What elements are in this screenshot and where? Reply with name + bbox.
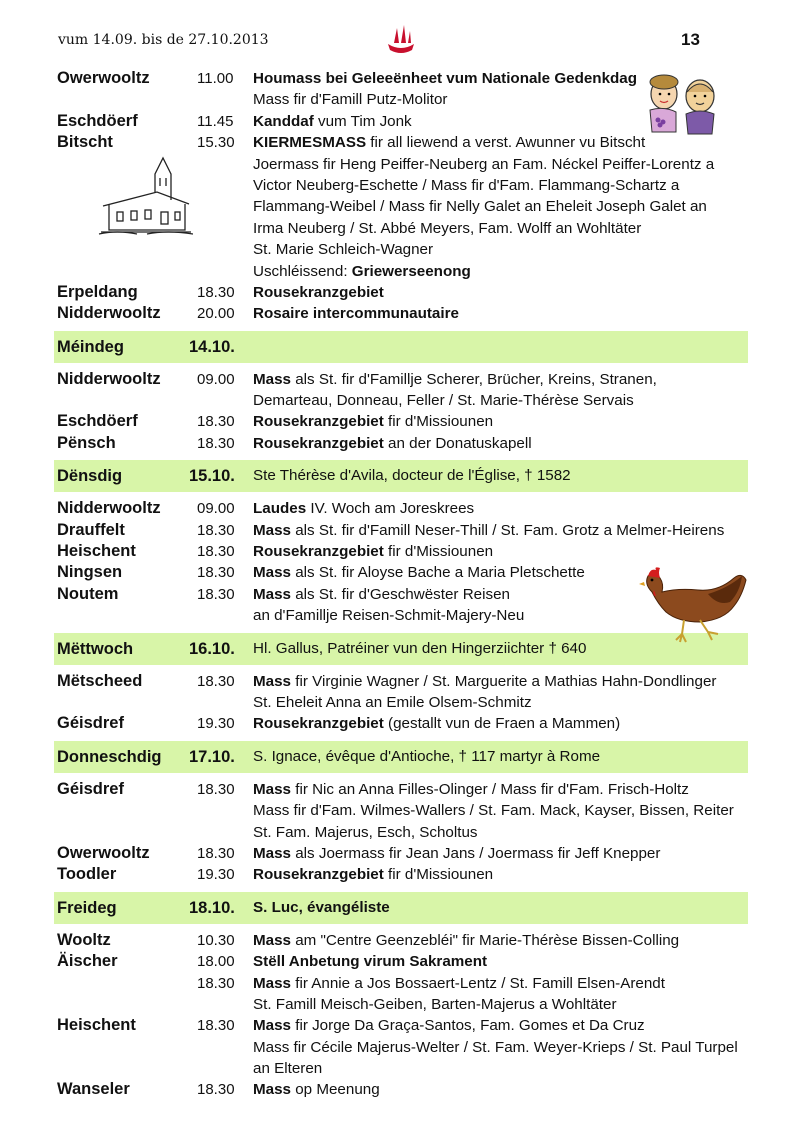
- schedule-row: [54, 1058, 748, 1079]
- service-type: Stëll Anbetung virum Sakrament: [253, 953, 488, 971]
- place-name: Bitscht: [57, 133, 113, 152]
- service-details: als St. fir d'Geschwëster Reisen: [291, 585, 510, 603]
- service-details: Mass fir d'Fam. Wilmes-Wallers / St. Fam. Mack, Kayser, Bissen, Reiter: [253, 802, 734, 820]
- service-type: Mass: [253, 585, 291, 603]
- schedule-row: [54, 498, 748, 519]
- day-header: [54, 331, 748, 363]
- schedule-row: [54, 843, 748, 864]
- service-details: Joermass fir Heng Peiffer-Neuberg an Fam. Néckel Peiffer-Lorentz a: [253, 155, 715, 173]
- service-text: [253, 973, 665, 994]
- schedule-row: [54, 433, 748, 454]
- day-name: Mëttwoch: [57, 639, 134, 658]
- service-details: St. Eheleit Anna an Emile Olsem-Schmitz: [253, 693, 532, 711]
- place-name: Eschdöerf: [57, 412, 138, 431]
- service-time: 18.30: [197, 283, 235, 301]
- service-type: Laudes: [253, 500, 307, 518]
- day-name: Dënsdig: [57, 467, 123, 486]
- schedule-row: [54, 520, 748, 541]
- place-name: Nidderwooltz: [57, 304, 161, 323]
- service-details: fir d'Missiounen: [383, 543, 494, 561]
- service-time: 18.30: [197, 780, 235, 798]
- feast-text: Hl. Gallus, Patréiner vun den Hingerziichter † 640: [253, 639, 587, 657]
- service-time: 19.30: [197, 866, 235, 884]
- service-type: Rousekranzgebiet: [253, 413, 384, 431]
- service-text: [253, 800, 734, 821]
- service-details: Demarteau, Donneau, Feller / St. Marie-Thérèse Servais: [253, 392, 634, 410]
- service-details: fir d'Missiounen: [383, 413, 494, 431]
- service-details: St. Marie Schleich-Wagner: [253, 241, 434, 259]
- service-time: 18.30: [197, 543, 235, 561]
- schedule-row: [54, 994, 748, 1015]
- service-time: 18.30: [197, 585, 235, 603]
- service-type: Mass: [253, 931, 291, 949]
- service-text: [253, 1037, 738, 1058]
- service-text: [253, 261, 471, 282]
- schedule-row: [54, 541, 748, 562]
- church-sketch-icon: [97, 156, 193, 236]
- place-name: Géisdref: [57, 779, 124, 798]
- service-type: Rousekranzgebiet: [253, 715, 384, 733]
- schedule-row: [54, 261, 748, 282]
- service-text: [253, 175, 679, 196]
- place-name: Drauffelt: [57, 520, 125, 539]
- service-details: fir d'Missiounen: [383, 866, 494, 884]
- service-time: 18.30: [197, 672, 235, 690]
- service-type: Mass: [253, 672, 291, 690]
- schedule-row: [54, 973, 748, 994]
- service-details: an der Donatuskapell: [383, 434, 532, 452]
- service-text: [253, 132, 645, 153]
- day-date: 18.10.: [189, 898, 235, 917]
- schedule-row: [54, 411, 748, 432]
- place-name: Mëtscheed: [57, 671, 143, 690]
- schedule-row: [54, 239, 748, 260]
- service-text: [253, 864, 493, 885]
- service-text: [253, 584, 510, 605]
- service-details: fir Virginie Wagner / St. Marguerite a Mathias Hahn-Dondlinger: [291, 672, 717, 690]
- service-time: 11.00: [197, 70, 234, 87]
- service-details: St. Fam. Majerus, Esch, Scholtus: [253, 823, 478, 841]
- service-time: 09.00: [197, 370, 235, 388]
- place-name: Géisdref: [57, 714, 124, 733]
- place-name: Äischer: [57, 952, 118, 971]
- service-text: [253, 1015, 645, 1036]
- service-prefix: Uschléissend:: [253, 262, 352, 280]
- day-date: 14.10.: [189, 337, 235, 356]
- service-details: fir all liewend a verst. Awunner vu Bitscht: [366, 134, 646, 152]
- service-type: Mass: [253, 844, 291, 862]
- service-time: 09.00: [197, 500, 235, 518]
- service-time: 18.30: [197, 1081, 235, 1099]
- service-time: 18.30: [197, 1017, 235, 1035]
- place-name: Pënsch: [57, 433, 116, 452]
- service-time: 18.30: [197, 844, 235, 862]
- schedule-row: [54, 822, 748, 843]
- service-details: St. Famill Meisch-Geiben, Barten-Majerus a Wohltäter: [253, 995, 617, 1013]
- schedule-block: [54, 779, 748, 886]
- service-text: [253, 89, 447, 110]
- service-type: Kanddaf: [253, 112, 314, 130]
- schedule-block: [54, 369, 748, 455]
- place-name: Erpeldang: [57, 282, 138, 301]
- service-details: als Joermass fir Jean Jans / Joermass fir Jeff Knepper: [291, 844, 661, 862]
- service-details: Irma Neuberg / St. Abbé Meyers, Fam. Wolff an Wohltäter: [253, 219, 642, 237]
- service-details: Flammang-Weibel / Mass fir Nelly Galet an Eheleit Joseph Galet an: [253, 198, 707, 216]
- service-text: [253, 520, 724, 541]
- service-time: 18.00: [197, 953, 235, 971]
- schedule-block: [54, 671, 748, 735]
- service-details: fir Nic an Anna Filles-Olinger / Mass fir d'Fam. Frisch-Holtz: [291, 780, 689, 798]
- day-date: 15.10.: [189, 467, 235, 486]
- schedule-row: [54, 1015, 748, 1036]
- schedule-row: [54, 951, 748, 972]
- service-details: Mass fir Cécile Majerus-Welter / St. Fam. Weyer-Krieps / St. Paul Turpel: [253, 1038, 738, 1056]
- feast-text: Ste Thérèse d'Avila, docteur de l'Église, † 1582: [253, 467, 571, 485]
- service-type: Mass: [253, 1081, 291, 1099]
- service-time: 18.30: [197, 434, 235, 452]
- day-date: 17.10.: [189, 747, 235, 766]
- place-name: Eschdöerf: [57, 111, 138, 130]
- couple-illustration-icon: [642, 72, 722, 136]
- service-details: als St. fir Aloyse Bache a Maria Pletschette: [291, 564, 585, 582]
- service-time: 18.30: [197, 413, 235, 431]
- service-text: [253, 111, 412, 132]
- service-details: Mass fir d'Famill Putz-Molitor: [253, 91, 448, 109]
- service-type: Mass: [253, 564, 291, 582]
- service-time: 15.30: [197, 134, 235, 152]
- service-text: [253, 369, 657, 390]
- service-details: Victor Neuberg-Eschette / Mass fir d'Fam. Flammang-Schartz a: [253, 176, 680, 194]
- service-details: IV. Woch am Joreskrees: [306, 500, 475, 518]
- place-name: Wanseler: [57, 1080, 130, 1099]
- service-text: [253, 390, 634, 411]
- place-name: Nidderwooltz: [57, 499, 161, 518]
- schedule-row: [54, 692, 748, 713]
- service-text: [253, 713, 620, 734]
- service-type: Mass: [253, 521, 291, 539]
- place-name: Toodler: [57, 865, 117, 884]
- service-text: [253, 218, 641, 239]
- schedule-row: [54, 369, 748, 390]
- place-name: Noutem: [57, 584, 119, 603]
- service-text: [253, 692, 532, 713]
- service-text: [253, 843, 660, 864]
- service-type: Mass: [253, 1017, 291, 1035]
- service-text: [253, 605, 524, 626]
- service-type: Rousekranzgebiet: [253, 434, 384, 452]
- place-name: Ningsen: [57, 563, 123, 582]
- schedule-row: [54, 779, 748, 800]
- place-name: Owerwooltz: [57, 843, 150, 862]
- page-number: 13: [681, 30, 700, 49]
- service-text: [253, 303, 459, 324]
- service-text: [253, 196, 707, 217]
- schedule-row: [54, 1079, 748, 1100]
- service-details: am "Centre Geenzebléi" fir Marie-Thérèse Bissen-Colling: [291, 931, 680, 949]
- hen-illustration-icon: [638, 562, 748, 644]
- service-type: Rousekranzgebiet: [253, 866, 384, 884]
- service-text: [253, 68, 637, 89]
- place-name: Owerwooltz: [57, 69, 150, 87]
- service-time: 18.30: [197, 521, 235, 539]
- service-type: Mass: [253, 780, 291, 798]
- place-name: Wooltz: [57, 930, 111, 949]
- service-type: Rousekranzgebiet: [253, 543, 384, 561]
- service-details: (gestallt vun de Fraen a Mammen): [383, 715, 621, 733]
- day-header: [54, 892, 748, 924]
- service-text: [253, 154, 714, 175]
- service-time: 18.30: [197, 564, 235, 582]
- day-header: [54, 460, 748, 492]
- service-text: [253, 930, 679, 951]
- service-time: 11.45: [197, 112, 234, 130]
- service-details: vum Tim Jonk: [313, 112, 412, 130]
- schedule-row: [54, 671, 748, 692]
- service-text: [253, 282, 384, 303]
- schedule-row: [54, 303, 748, 324]
- service-text: [253, 779, 689, 800]
- schedule-block: [54, 930, 748, 1101]
- schedule-row: [54, 713, 748, 734]
- service-details: als St. fir d'Famill Neser-Thill / St. Fam. Grotz a Melmer-Heirens: [291, 521, 725, 539]
- parish-logo-icon: [384, 22, 418, 58]
- feast-text: S. Luc, évangéliste: [253, 898, 390, 916]
- place-name: Nidderwooltz: [57, 369, 161, 388]
- place-name: Heischent: [57, 1016, 136, 1035]
- service-text: [253, 433, 532, 454]
- place-name: Heischent: [57, 542, 136, 561]
- schedule-row: [54, 864, 748, 885]
- service-type: Griewerseenong: [351, 262, 471, 280]
- service-details: fir Annie a Jos Bossaert-Lentz / St. Famill Elsen-Arendt: [291, 974, 665, 992]
- service-time: 20.00: [197, 305, 235, 323]
- service-type: Rousekranzgebiet: [253, 283, 384, 301]
- schedule-row: [54, 390, 748, 411]
- day-date: 16.10.: [189, 639, 235, 658]
- service-time: 18.30: [197, 974, 235, 992]
- service-text: [253, 498, 474, 519]
- service-text: [253, 239, 433, 260]
- service-text: [253, 671, 716, 692]
- service-text: [253, 1058, 322, 1079]
- service-time: 19.30: [197, 715, 235, 733]
- schedule-row: [54, 282, 748, 303]
- service-type: Mass: [253, 370, 291, 388]
- service-details: op Meenung: [291, 1081, 380, 1099]
- service-details: an Elteren: [253, 1060, 323, 1078]
- service-details: an d'Famillje Reisen-Schmit-Majery-Neu: [253, 607, 525, 625]
- service-type: KIERMESMASS: [253, 134, 367, 152]
- service-details: fir Jorge Da Graça-Santos, Fam. Gomes et Da Cruz: [291, 1017, 645, 1035]
- day-header: [54, 741, 748, 773]
- service-details: als St. fir d'Famillje Scherer, Brücher, Kreins, Stranen,: [291, 370, 657, 388]
- service-text: [253, 822, 478, 843]
- day-name: Freideg: [57, 898, 117, 917]
- service-text: [253, 411, 493, 432]
- day-name: Donneschdig: [57, 747, 162, 766]
- service-type: Mass: [253, 974, 291, 992]
- day-name: Méindeg: [57, 337, 124, 356]
- schedule-row: [54, 930, 748, 951]
- service-text: [253, 562, 585, 583]
- schedule-row: [54, 800, 748, 821]
- service-text: [253, 541, 493, 562]
- service-type: Rosaire intercommunautaire: [253, 305, 459, 323]
- header-date-range: vum 14.09. bis de 27.10.2013: [58, 32, 269, 48]
- service-text: [253, 994, 617, 1015]
- service-text: [253, 1079, 380, 1100]
- service-time: 10.30: [197, 931, 235, 949]
- schedule-row: [54, 1037, 748, 1058]
- service-text: [253, 951, 487, 972]
- service-type: Houmass bei Geleeënheet vum Nationale Gedenkdag: [253, 70, 638, 87]
- feast-text: S. Ignace, évêque d'Antioche, † 117 martyr à Rome: [253, 747, 601, 765]
